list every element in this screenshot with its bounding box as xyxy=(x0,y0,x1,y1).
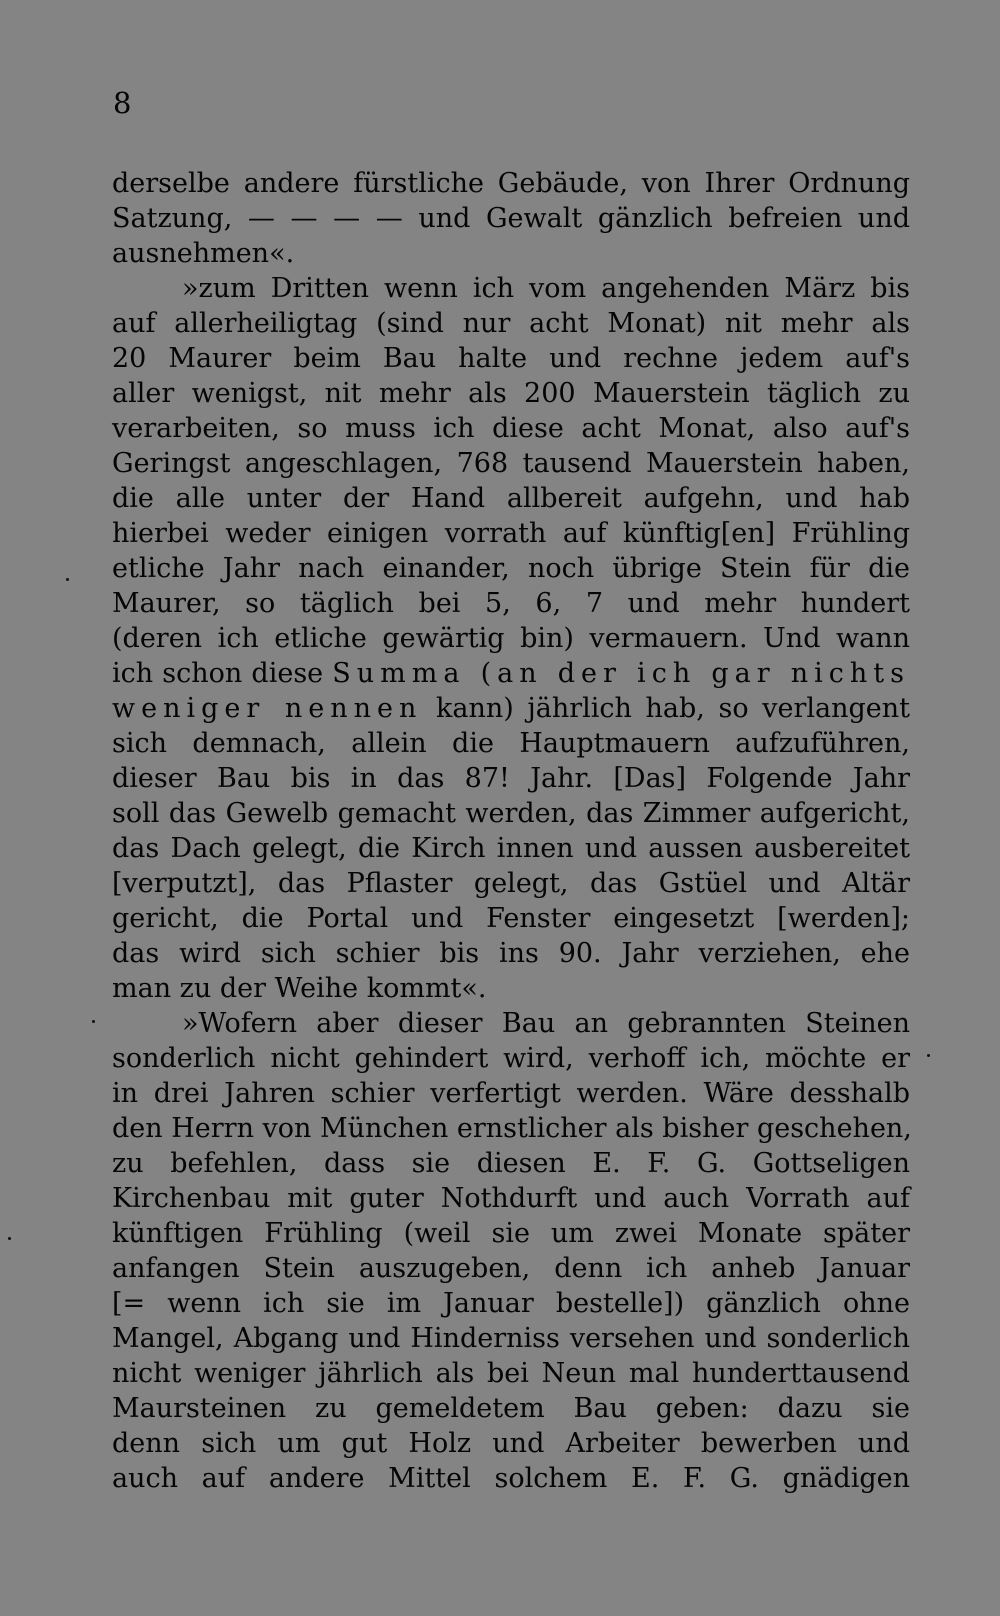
text-line: die alle unter der Hand allbereit aufgehn, und hab xyxy=(112,483,910,514)
text-line: »Wofern aber dieser Bau an gebrannten Steinen xyxy=(182,1008,910,1039)
text-line: Geringst angeschlagen, 768 tausend Mauerstein haben, xyxy=(112,448,910,479)
emphasized-text: Summa xyxy=(332,658,466,689)
text-line: zu befehlen, dass sie diesen E. F. G. Gottseligen xyxy=(112,1148,910,1179)
emphasized-text: weniger nennen xyxy=(112,693,423,724)
text-line: Maursteinen zu gemeldetem Bau geben: dazu sie xyxy=(112,1393,910,1424)
text-line: [verputzt], das Pflaster gelegt, das Gstüel und Altär xyxy=(112,868,910,899)
text-line: das wird sich schier bis ins 90. Jahr verziehen, ehe xyxy=(112,938,910,969)
text-line: Maurer, so täglich bei 5, 6, 7 und mehr hundert xyxy=(112,588,910,619)
text-line: (deren ich etliche gewärtig bin) vermauern. Und wann xyxy=(112,623,910,654)
text-line: nicht weniger jährlich als bei Neun mal hunderttausend xyxy=(112,1358,910,1389)
scan-speck xyxy=(8,1237,11,1240)
text-line: sonderlich nicht gehindert wird, verhoff ich, möchte er xyxy=(112,1043,910,1074)
text-line: derselbe andere fürstliche Gebäude, von Ihrer Ordnung xyxy=(112,168,910,199)
text-line: auf allerheiligtag (sind nur acht Monat) nit mehr als xyxy=(112,308,910,339)
text-line: hierbei weder einigen vorrath auf künftig[en] Frühling xyxy=(112,518,910,549)
text-line: aller wenigst, nit mehr als 200 Mauerstein täglich zu xyxy=(112,378,910,409)
text-line: Mangel, Abgang und Hinderniss versehen und sonderlich xyxy=(112,1323,910,1354)
text-line: den Herrn von München ernstlicher als bisher geschehen, xyxy=(112,1113,912,1144)
text-line: anfangen Stein auszugeben, denn ich anheb Januar xyxy=(112,1253,910,1284)
text-line xyxy=(112,691,910,726)
text-line: soll das Gewelb gemacht werden, das Zimmer aufgericht, xyxy=(112,798,910,829)
body-text xyxy=(112,166,910,1496)
text-line: [= wenn ich sie im Januar bestelle]) gänzlich ohne xyxy=(112,1288,910,1319)
text-line: »zum Dritten wenn ich vom angehenden März bis xyxy=(182,273,910,304)
text-line: ausnehmen«. xyxy=(112,238,295,269)
text-line: dieser Bau bis in das 87! Jahr. [Das] Folgende Jahr xyxy=(112,763,910,794)
text-line: auch auf andere Mittel solchem E. F. G. gnädigen xyxy=(112,1463,910,1494)
text-line: etliche Jahr nach einander, noch übrige Stein für die xyxy=(112,553,910,584)
emphasized-text: (an der ich gar nichts xyxy=(465,658,910,689)
text-line: sich demnach, allein die Hauptmauern aufzuführen, xyxy=(112,728,910,759)
text-line: künftigen Frühling (weil sie um zwei Monate später xyxy=(112,1218,910,1249)
scan-speck xyxy=(927,1054,930,1057)
text-line: Satzung, — — — — und Gewalt gänzlich befreien und xyxy=(112,203,910,234)
text-line: denn sich um gut Holz und Arbeiter bewerben und xyxy=(112,1428,910,1459)
text-line: man zu der Weihe kommt«. xyxy=(112,973,487,1004)
text-fragment: kann) jährlich hab, so verlangent xyxy=(422,693,910,724)
scan-speck xyxy=(92,1020,95,1023)
text-line: gericht, die Portal und Fenster eingesetzt [werden]; xyxy=(112,903,910,934)
text-line: verarbeiten, so muss ich diese acht Monat, also auf's xyxy=(112,413,910,444)
page-number: 8 xyxy=(113,86,132,120)
text-line xyxy=(112,656,910,691)
text-line: 20 Maurer beim Bau halte und rechne jedem auf's xyxy=(112,343,910,374)
text-fragment: ich schon diese xyxy=(112,658,333,689)
scan-speck xyxy=(66,578,69,581)
text-line: in drei Jahren schier verfertigt werden. Wäre desshalb xyxy=(112,1078,910,1109)
text-line: das Dach gelegt, die Kirch innen und aussen ausbereitet xyxy=(112,833,910,864)
text-line: Kirchenbau mit guter Nothdurft und auch Vorrath auf xyxy=(112,1183,910,1214)
